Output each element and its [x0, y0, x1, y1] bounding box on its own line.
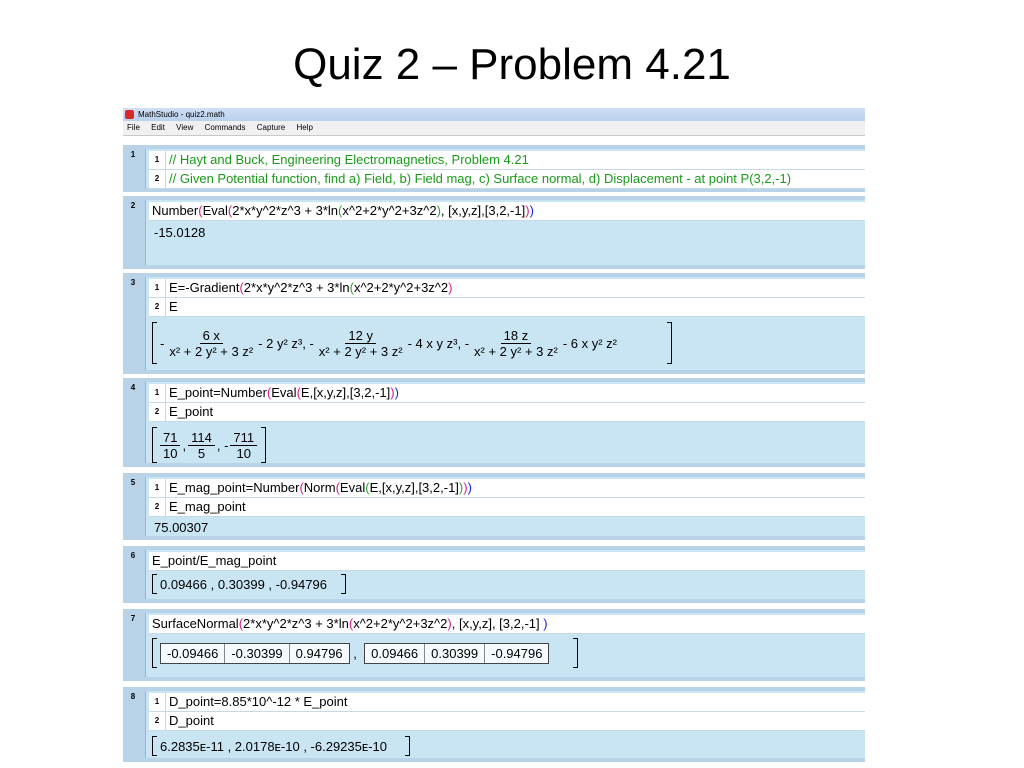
input-line-2[interactable]: [149, 403, 865, 422]
right-bracket: [261, 427, 266, 463]
paren: (: [299, 480, 304, 495]
line-number: 2: [149, 298, 166, 316]
line-number: 1: [149, 693, 166, 711]
separator: ,: [216, 437, 221, 453]
line-number: 1: [149, 279, 166, 297]
cell-body: [145, 149, 865, 188]
cell-number: 1: [130, 150, 136, 159]
vector-cell: -0.09466: [161, 644, 225, 663]
input-line-1[interactable]: [149, 693, 865, 712]
code-text: E,[x,y,z],[3,2,-1]: [369, 480, 459, 495]
gradient-output: [152, 322, 672, 364]
cell-body: [145, 550, 865, 599]
cell-number: 2: [130, 201, 136, 210]
paren: (: [349, 280, 354, 295]
mathstudio-window: [123, 108, 865, 754]
paren: ): [390, 385, 395, 400]
slide-title: Quiz 2 – Problem 4.21: [293, 40, 731, 89]
paren: ): [463, 480, 468, 495]
menu-view[interactable]: View: [176, 123, 194, 132]
surface-normal-output: [152, 638, 578, 668]
code-text: 2*x*y^2*z^3 + 3*ln: [243, 280, 350, 295]
term-text: - 2 y² z³,: [258, 335, 306, 351]
cell-number: 7: [130, 614, 136, 623]
code-text: Eval: [271, 385, 297, 400]
paren: (: [239, 280, 244, 295]
code-text: 2*x*y^2*z^3 + 3*ln: [232, 203, 339, 218]
paren: (: [296, 385, 301, 400]
right-bracket: [405, 736, 410, 756]
vector-cell: 0.30399: [425, 644, 485, 663]
app-icon: [125, 110, 134, 119]
menu-commands[interactable]: Commands: [204, 123, 246, 132]
left-bracket: [152, 574, 157, 594]
paren: (: [238, 616, 244, 631]
right-bracket: [341, 574, 346, 594]
menu-file[interactable]: File: [127, 123, 140, 132]
paren: (: [348, 616, 354, 631]
e-point-output: [152, 427, 266, 463]
line-number: 2: [149, 712, 166, 730]
cell-8: [123, 687, 865, 762]
cell-body: [145, 477, 865, 536]
cell-number: 4: [130, 383, 136, 392]
fraction: $\frac{711}{10}$: [230, 430, 257, 461]
code-text: E: [169, 299, 178, 314]
displacement-output: [152, 736, 410, 756]
code-text: x^2+2*y^2+3z^2: [353, 280, 449, 295]
vector-cell: 0.94796: [295, 645, 343, 661]
normalized-output: [152, 574, 346, 594]
code-text: 2*x*y^2*z^3 + 3*ln: [243, 616, 349, 631]
sign: -: [160, 335, 165, 351]
paren: ): [394, 385, 399, 400]
left-bracket: [152, 736, 157, 756]
code-text: x^2+2*y^2+3z^2: [353, 616, 448, 631]
paren: ): [458, 480, 464, 495]
right-bracket: [667, 322, 672, 364]
input-line[interactable]: [149, 615, 865, 634]
menu-edit[interactable]: Edit: [151, 123, 165, 132]
paren: ): [529, 203, 534, 218]
left-bracket: [152, 322, 157, 364]
line-number: 2: [149, 498, 166, 516]
fraction: $\frac{6 x}{\text{x² + 2 y² + 3 z²}}$: [169, 327, 254, 359]
normal-vector-2: [364, 643, 549, 664]
sign: -: [309, 335, 314, 351]
separator: ,: [182, 437, 187, 453]
paren: (: [335, 480, 340, 495]
output-value: 75.00307: [154, 520, 209, 535]
output-value: -15.0128: [154, 225, 206, 240]
cell-4: [123, 378, 865, 467]
input-line-2[interactable]: [149, 298, 865, 317]
separator: ,: [353, 645, 357, 661]
code-text: D_point=8.85*10^-12 * E_point: [169, 694, 348, 709]
vector-values: 6.2835ᴇ-11 , 2.0178ᴇ-10 , -6.29235ᴇ-10: [160, 738, 388, 754]
term-text: - 6 x y² z²: [562, 335, 618, 351]
code-text: Eval: [202, 203, 228, 218]
paren: ): [467, 480, 472, 495]
cell-body: [145, 613, 865, 677]
line-number: 2: [149, 403, 166, 421]
sign: -: [224, 437, 229, 453]
paren: (: [266, 385, 272, 400]
vector-cell: -0.94796: [491, 645, 543, 661]
menu-help[interactable]: Help: [296, 123, 313, 132]
paren: (: [198, 203, 203, 218]
window-titlebar: [123, 108, 865, 121]
cell-body: [145, 691, 865, 758]
paren: (: [227, 203, 233, 218]
fraction: $\frac{114}{5}$: [188, 430, 215, 461]
sign: -: [464, 335, 470, 351]
cell-body: [145, 277, 865, 370]
paren: ): [525, 203, 530, 218]
fraction: $\frac{12 y}{\text{x² + 2 y² + 3 z²}}$: [318, 327, 403, 359]
input-line-2[interactable]: [149, 712, 865, 731]
vector-cell: -0.30399: [225, 644, 289, 663]
fraction: $\frac{71}{10}$: [160, 430, 180, 461]
code-text: D_point: [169, 713, 214, 728]
cell-3: [123, 273, 865, 374]
input-line-1[interactable]: [149, 479, 865, 498]
paren: ): [543, 616, 548, 631]
input-line-1[interactable]: [149, 279, 865, 298]
code-text: Number: [152, 203, 199, 218]
paren: (: [338, 203, 343, 218]
comment-text: // Given Potential function, find a) Field, b) Field mag, c) Surface normal, d) Displacement - at point P(3,2,-1): [169, 171, 792, 186]
code-text: E,[x,y,z],[3,2,-1]: [300, 385, 391, 400]
code-text: , [x,y,z], [3,2,-1]: [451, 616, 544, 631]
code-text: SurfaceNormal: [152, 616, 239, 631]
code-text: E=-Gradient: [169, 280, 240, 295]
input-line-1[interactable]: [149, 151, 865, 170]
cell-number: 3: [130, 278, 136, 287]
line-number: 1: [149, 384, 166, 402]
cell-body: [145, 200, 865, 265]
paren: ): [436, 203, 441, 218]
code-text: E_point/E_mag_point: [152, 553, 277, 568]
cell-1: [123, 145, 865, 192]
worksheet: [123, 137, 865, 754]
cell-number: 5: [130, 478, 136, 487]
paren: ): [448, 280, 453, 295]
line-number: 1: [149, 479, 166, 497]
code-text: E_point: [169, 404, 214, 419]
menu-bar: [123, 121, 865, 136]
code-text: E_point=Number: [169, 385, 267, 400]
input-line[interactable]: [149, 202, 865, 221]
cell-body: [145, 382, 865, 463]
input-line-1[interactable]: [149, 384, 865, 403]
line-number: 2: [149, 170, 166, 188]
term-text: - 4 x y z³,: [407, 335, 462, 351]
vector-cell: 0.09466: [365, 644, 425, 663]
line-number: 1: [149, 151, 166, 169]
normal-vector-1: [160, 643, 350, 664]
fraction: $\frac{18 z}{\text{x² + 2 y² + 3 z²}}$: [474, 327, 558, 359]
left-bracket: [152, 427, 157, 463]
code-text: , [x,y,z],[3,2,-1]: [440, 203, 526, 218]
code-text: E_mag_point: [169, 499, 246, 514]
cell-5: [123, 473, 865, 540]
cell-number: 8: [130, 692, 136, 701]
code-text: Norm: [303, 480, 336, 495]
cell-7: [123, 609, 865, 681]
vector-values: 0.09466 , 0.30399 , -0.94796: [160, 576, 327, 592]
menu-capture[interactable]: Capture: [256, 123, 286, 132]
cell-6: [123, 546, 865, 603]
input-line-2[interactable]: [149, 170, 865, 189]
comment-text: // Hayt and Buck, Engineering Electromagnetics, Problem 4.21: [169, 152, 529, 167]
window-title: MathStudio - quiz2.math: [138, 110, 225, 119]
cell-number: 6: [130, 551, 136, 560]
code-text: E_mag_point=Number: [169, 480, 300, 495]
code-text: Eval: [339, 480, 366, 495]
input-line-2[interactable]: [149, 498, 865, 517]
paren: ): [447, 616, 452, 631]
code-text: x^2+2*y^2+3z^2: [342, 203, 437, 218]
left-bracket: [152, 638, 157, 668]
cell-2: [123, 196, 865, 269]
right-bracket: [573, 638, 578, 668]
input-line[interactable]: [149, 552, 865, 571]
paren: (: [365, 480, 370, 495]
